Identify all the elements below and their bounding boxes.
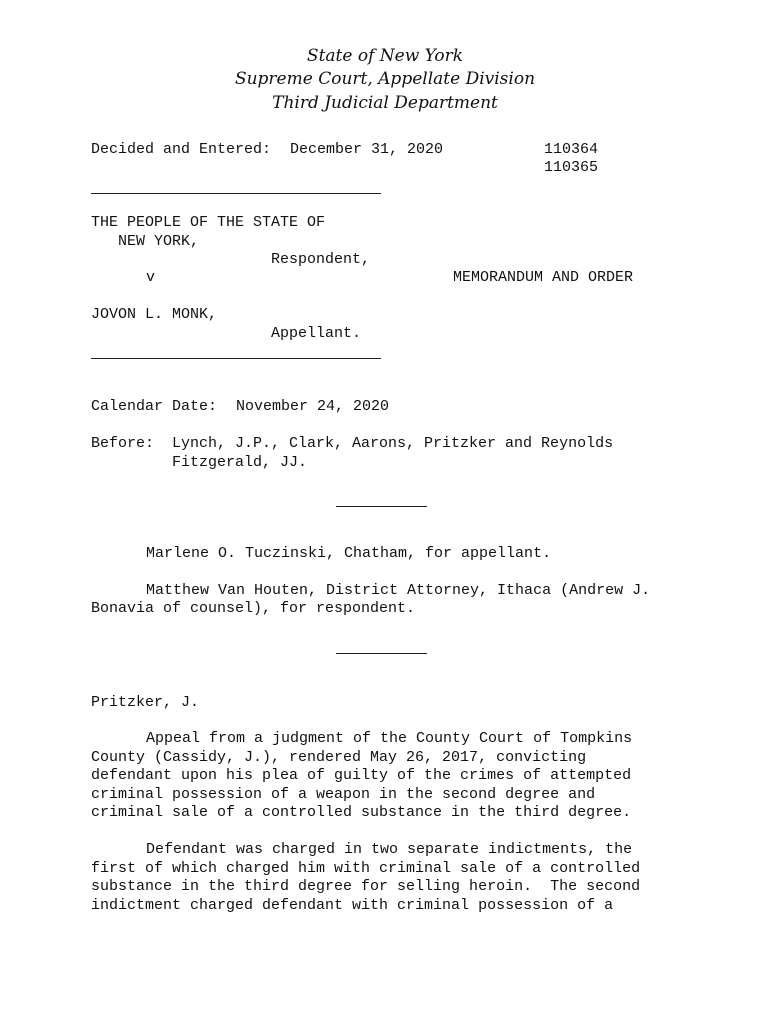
paragraph-2-line: Defendant was charged in two separate indictments, the: [146, 841, 633, 858]
decided-entered-date: December 31, 2020: [290, 141, 444, 158]
decided-entered-label: Decided and Entered:: [91, 141, 272, 158]
panel-justices-line2: Fitzgerald, JJ.: [172, 454, 308, 471]
appellant-counsel: Marlene O. Tuczinski, Chatham, for appellant.: [146, 545, 552, 562]
respondent-counsel-line2: Bonavia of counsel), for respondent.: [91, 600, 416, 617]
order-type: MEMORANDUM AND ORDER: [453, 269, 634, 286]
section-divider-2: [336, 653, 427, 654]
appellant-party: JOVON L. MONK,: [91, 306, 218, 323]
court-department-heading: Third Judicial Department: [272, 93, 498, 113]
caption-bottom-rule: [91, 358, 381, 359]
opinion-author: Pritzker, J.: [91, 694, 200, 711]
paragraph-2-line: first of which charged him with criminal sale of a controlled: [91, 860, 641, 877]
respondent-party-line1: THE PEOPLE OF THE STATE OF: [91, 214, 326, 231]
respondent-counsel-line1: Matthew Van Houten, District Attorney, Ithaca (Andrew J.: [146, 582, 651, 599]
paragraph-1-line: criminal possession of a weapon in the second degree and: [91, 786, 596, 803]
calendar-date-label: Calendar Date:: [91, 398, 218, 415]
docket-number-1: 110364: [544, 141, 599, 158]
respondent-role: Respondent,: [271, 251, 371, 268]
calendar-date-value: November 24, 2020: [236, 398, 390, 415]
docket-number-2: 110365: [544, 159, 599, 176]
paragraph-2-line: substance in the third degree for selling heroin. The second: [91, 878, 641, 895]
panel-justices-line1: Lynch, J.P., Clark, Aarons, Pritzker and Reynolds: [172, 435, 614, 452]
paragraph-1-line: County (Cassidy, J.), rendered May 26, 2017, convicting: [91, 749, 587, 766]
paragraph-1-line: Appeal from a judgment of the County Court of Tompkins: [146, 730, 633, 747]
appellant-role: Appellant.: [271, 325, 362, 342]
respondent-party-line2: NEW YORK,: [118, 233, 200, 250]
court-state-heading: State of New York: [306, 46, 464, 66]
section-divider-1: [336, 506, 427, 507]
caption-top-rule: [91, 193, 381, 194]
court-name-heading: Supreme Court, Appellate Division: [234, 69, 536, 89]
versus-marker: v: [146, 269, 156, 286]
paragraph-1-line: criminal sale of a controlled substance in the third degree.: [91, 804, 632, 821]
panel-label: Before:: [91, 435, 155, 452]
paragraph-1-line: defendant upon his plea of guilty of the crimes of attempted: [91, 767, 632, 784]
paragraph-2-line: indictment charged defendant with criminal possession of a: [91, 897, 614, 914]
